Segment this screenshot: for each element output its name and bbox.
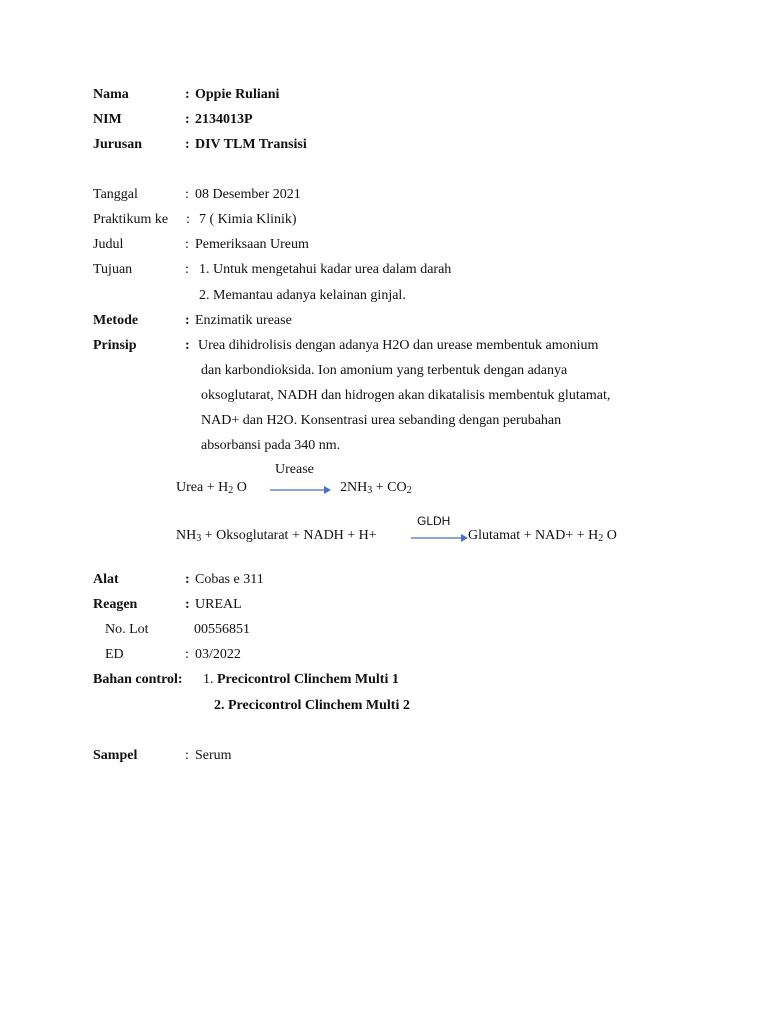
praktikum-label: Praktikum ke xyxy=(93,212,169,227)
equation-2-left: $NH_3$ + Oksoglutarat + NADH + H+ xyxy=(176,528,377,544)
nama-label: Nama xyxy=(93,87,129,102)
bahan-item-2: 2. Precicontrol Clinchem Multi 2 xyxy=(214,698,410,713)
judul-value: Pemeriksaan Ureum xyxy=(195,237,309,252)
prinsip-line-3: oksoglutarat, NADH dan hidrogen akan dikatalisis membentuk glutamat, xyxy=(201,388,611,403)
nim-value: 2134013P xyxy=(195,112,253,127)
prinsip-label: Prinsip xyxy=(93,338,137,353)
sampel-colon: : xyxy=(185,748,189,763)
tujuan-label: Tujuan xyxy=(93,262,133,277)
reagen-label: Reagen xyxy=(93,597,138,612)
tanggal-label: Tanggal xyxy=(93,187,138,202)
jurusan-label: Jurusan xyxy=(93,137,143,152)
metode-label: Metode xyxy=(93,313,139,328)
equation-1-left: Urea + $H_2$ O xyxy=(176,480,247,496)
prinsip-line-5: absorbansi pada 340 nm. xyxy=(201,438,341,453)
alat-colon: : xyxy=(185,572,190,587)
metode-colon: : xyxy=(185,313,190,328)
nama-value: Oppie Ruliani xyxy=(195,87,280,102)
metode-value: Enzimatik urease xyxy=(195,313,292,328)
judul-colon: : xyxy=(185,237,189,252)
lot-value: 00556851 xyxy=(194,622,250,637)
bahan-label: Bahan control: xyxy=(93,672,183,687)
nim-label: NIM xyxy=(93,112,122,127)
reagen-colon: : xyxy=(185,597,190,612)
prinsip-line-1: Urea dihidrolisis dengan adanya H2O dan urease membentuk amonium xyxy=(198,338,599,353)
tujuan-colon: : xyxy=(185,262,189,277)
equation-2-right: Glutamat + $NAD+ + H_2$ O xyxy=(468,528,617,544)
judul-label: Judul xyxy=(93,237,124,252)
reagen-value: UREAL xyxy=(195,597,242,612)
prinsip-line-2: dan karbondioksida. Ion amonium yang terbentuk dengan adanya xyxy=(201,363,568,378)
lot-label: No. Lot xyxy=(105,622,149,637)
arrow-right-icon xyxy=(270,484,332,496)
sampel-value: Serum xyxy=(195,748,232,763)
tujuan-item-1: 1. Untuk mengetahui kadar urea dalam darah xyxy=(199,262,452,277)
enzyme-urease-label: Urease xyxy=(275,462,314,477)
tanggal-colon: : xyxy=(185,187,189,202)
jurusan-colon: : xyxy=(185,137,190,152)
tujuan-item-2: 2. Memantau adanya kelainan ginjal. xyxy=(199,288,406,303)
alat-value: Cobas e 311 xyxy=(195,572,264,587)
equation-1-right: $2NH_3 + CO_2$ xyxy=(340,480,412,496)
arrow-right-icon xyxy=(411,532,469,544)
prinsip-line-4: NAD+ dan H2O. Konsentrasi urea sebanding dengan perubahan xyxy=(201,413,562,428)
ed-value: 03/2022 xyxy=(195,647,241,662)
bahan-item-1: 1. Precicontrol Clinchem Multi 1 xyxy=(203,672,399,687)
tanggal-value: 08 Desember 2021 xyxy=(195,187,301,202)
ed-colon: : xyxy=(185,647,189,662)
enzyme-gldh-label: GLDH xyxy=(417,514,451,528)
jurusan-value: DIV TLM Transisi xyxy=(195,137,307,152)
alat-label: Alat xyxy=(93,572,119,587)
ed-label: ED xyxy=(105,647,124,662)
praktikum-colon: : xyxy=(186,212,190,227)
nim-colon: : xyxy=(185,112,190,127)
sampel-label: Sampel xyxy=(93,748,138,763)
nama-colon: : xyxy=(185,87,190,102)
prinsip-colon: : xyxy=(185,338,190,353)
praktikum-value: 7 ( Kimia Klinik) xyxy=(199,212,297,227)
